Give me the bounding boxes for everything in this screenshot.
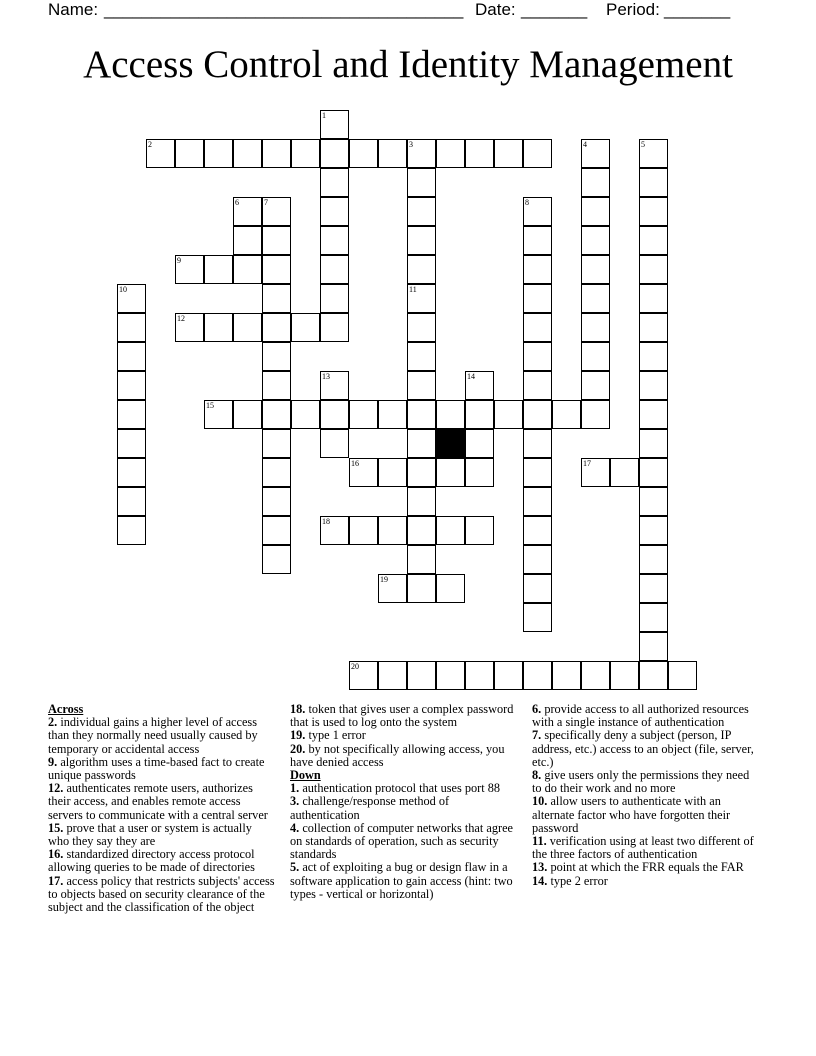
- crossword-cell[interactable]: [378, 516, 407, 545]
- crossword-cell[interactable]: [233, 226, 262, 255]
- crossword-cell[interactable]: [349, 139, 378, 168]
- crossword-cell[interactable]: [378, 458, 407, 487]
- date-label: Date:: [475, 0, 516, 19]
- clue-number: 10: [119, 285, 127, 294]
- crossword-cell[interactable]: [233, 313, 262, 342]
- crossword-cell[interactable]: [262, 429, 291, 458]
- crossword-cell[interactable]: [639, 255, 668, 284]
- clue-number: 1: [322, 111, 326, 120]
- crossword-cell[interactable]: [262, 458, 291, 487]
- crossword-cell[interactable]: [204, 139, 233, 168]
- crossword-cell[interactable]: [639, 400, 668, 429]
- crossword-cell[interactable]: [639, 632, 668, 661]
- crossword-cell[interactable]: [581, 313, 610, 342]
- clue-down-5: 5. act of exploiting a bug or design flaw in a software application to gain access (hint: two types - vertical or horizontal): [290, 860, 513, 901]
- crossword-cell[interactable]: [349, 516, 378, 545]
- crossword-cell[interactable]: [117, 313, 146, 342]
- crossword-cell[interactable]: [320, 168, 349, 197]
- crossword-cell[interactable]: [407, 516, 436, 545]
- crossword-cell[interactable]: [175, 255, 204, 284]
- crossword-cell[interactable]: [523, 342, 552, 371]
- crossword-cell[interactable]: [523, 400, 552, 429]
- crossword-cell[interactable]: [407, 400, 436, 429]
- crossword-cell[interactable]: [639, 342, 668, 371]
- crossword-cell[interactable]: [407, 371, 436, 400]
- crossword-cell[interactable]: [407, 226, 436, 255]
- crossword-cell[interactable]: [407, 313, 436, 342]
- crossword-cell[interactable]: [436, 139, 465, 168]
- clue-across-9: 9. algorithm uses a time-based fact to create unique passwords: [48, 754, 265, 783]
- crossword-cell[interactable]: [407, 168, 436, 197]
- crossword-cell[interactable]: [320, 516, 349, 545]
- clue-number: 6: [235, 198, 239, 207]
- crossword-cell[interactable]: [320, 313, 349, 342]
- crossword-cell[interactable]: [610, 458, 639, 487]
- crossword-cell[interactable]: [639, 516, 668, 545]
- clue-number: 11: [409, 285, 417, 294]
- crossword-cell[interactable]: [639, 284, 668, 313]
- crossword-cell[interactable]: [146, 139, 175, 168]
- crossword-cell[interactable]: [581, 661, 610, 690]
- crossword-cell[interactable]: [262, 487, 291, 516]
- clue-number: 19: [380, 575, 388, 584]
- clue-across-2: 2. individual gains a higher level of access than they normally need usually caused by temporary or accidental access: [48, 715, 258, 756]
- crossword-cell[interactable]: [639, 371, 668, 400]
- crossword-cell[interactable]: [233, 139, 262, 168]
- crossword-cell[interactable]: [320, 139, 349, 168]
- student-info-line: [48, 0, 768, 22]
- date-field[interactable]: _______: [521, 0, 588, 19]
- crossword-cell[interactable]: [117, 400, 146, 429]
- crossword-cell[interactable]: [349, 458, 378, 487]
- crossword-cell[interactable]: [407, 661, 436, 690]
- clue-number: 18: [322, 517, 330, 526]
- crossword-cell[interactable]: [204, 400, 233, 429]
- clue-number: 12: [177, 314, 185, 323]
- crossword-cell[interactable]: [523, 429, 552, 458]
- crossword-cell[interactable]: [407, 139, 436, 168]
- crossword-cell[interactable]: [581, 197, 610, 226]
- crossword-cell[interactable]: [262, 226, 291, 255]
- crossword-cell[interactable]: [523, 226, 552, 255]
- crossword-cell[interactable]: [320, 255, 349, 284]
- crossword-cell[interactable]: [465, 661, 494, 690]
- crossword-cell[interactable]: [262, 342, 291, 371]
- crossword-cell[interactable]: [233, 197, 262, 226]
- clue-across-18: 18. token that gives user a complex password that is used to log onto the system: [290, 702, 514, 730]
- crossword-cell[interactable]: [262, 313, 291, 342]
- clue-across-17: 17. access policy that restricts subjects' access to objects based on security clearance of the subject and the classification of the object: [48, 873, 275, 915]
- crossword-cell[interactable]: [117, 516, 146, 545]
- clue-across-16: 16. standardized directory access protocol allowing queries to be made of directories: [48, 847, 255, 875]
- clue-down-13: 13. point at which the FRR equals the FAR: [532, 860, 744, 875]
- crossword-cell[interactable]: [320, 371, 349, 400]
- crossword-cell[interactable]: [465, 516, 494, 545]
- crossword-cell[interactable]: [523, 139, 552, 168]
- clues-column-1: [48, 703, 276, 914]
- crossword-cell[interactable]: [581, 226, 610, 255]
- clue-number: 15: [206, 401, 214, 410]
- crossword-cell[interactable]: [639, 226, 668, 255]
- clue-down-11: 11. verification using at least two different of the three factors of authentication: [532, 834, 754, 862]
- clue-number: 14: [467, 372, 475, 381]
- crossword-cell[interactable]: [552, 400, 581, 429]
- crossword-cell[interactable]: [523, 284, 552, 313]
- clues-column-2: [290, 703, 515, 901]
- crossword-cell[interactable]: [639, 574, 668, 603]
- crossword-cell[interactable]: [204, 313, 233, 342]
- period-label: Period:: [606, 0, 660, 19]
- crossword-cell[interactable]: [407, 574, 436, 603]
- crossword-cell[interactable]: [552, 661, 581, 690]
- crossword-cell[interactable]: [407, 255, 436, 284]
- crossword-cell[interactable]: [204, 255, 233, 284]
- clue-down-8: 8. give users only the permissions they need to do their work and no more: [532, 768, 750, 796]
- clue-number: 3: [409, 140, 413, 149]
- clue-number: 4: [583, 140, 587, 149]
- crossword-cell[interactable]: [581, 342, 610, 371]
- crossword-cell[interactable]: [407, 487, 436, 516]
- crossword-cell[interactable]: [523, 371, 552, 400]
- crossword-cell[interactable]: [581, 400, 610, 429]
- crossword-cell[interactable]: [436, 516, 465, 545]
- crossword-cell[interactable]: [436, 574, 465, 603]
- clue-number: 7: [264, 198, 268, 207]
- clue-down-14: 14. type 2 error: [532, 873, 608, 888]
- crossword-cell[interactable]: [320, 110, 349, 139]
- crossword-cell[interactable]: [494, 139, 523, 168]
- crossword-cell[interactable]: [320, 226, 349, 255]
- clue-across-15: 15. prove that a user or system is actually who they say they are: [48, 820, 252, 849]
- crossword-cell[interactable]: [639, 197, 668, 226]
- crossword-cell[interactable]: [523, 545, 552, 574]
- crossword-cell[interactable]: [117, 487, 146, 516]
- crossword-cell[interactable]: [262, 400, 291, 429]
- clue-across-12: 12. authenticates remote users, authorizes their access, and enables remote access servers to communicate with a central server: [48, 781, 268, 822]
- crossword-cell[interactable]: [117, 342, 146, 371]
- crossword-cell[interactable]: [465, 371, 494, 400]
- crossword-cell[interactable]: [262, 516, 291, 545]
- clue-number: 5: [641, 140, 645, 149]
- crossword-cell[interactable]: [349, 400, 378, 429]
- crossword-cell[interactable]: [523, 313, 552, 342]
- crossword-cell[interactable]: [523, 574, 552, 603]
- crossword-cell[interactable]: [581, 458, 610, 487]
- crossword-cell[interactable]: [639, 545, 668, 574]
- crossword-cell[interactable]: [639, 168, 668, 197]
- crossword-cell[interactable]: [465, 429, 494, 458]
- crossword-cell[interactable]: [233, 255, 262, 284]
- crossword-cell[interactable]: [117, 284, 146, 313]
- crossword-cell[interactable]: [668, 661, 697, 690]
- crossword-cell[interactable]: [523, 516, 552, 545]
- crossword-cell[interactable]: [465, 400, 494, 429]
- crossword-cell[interactable]: [407, 458, 436, 487]
- crossword-cell[interactable]: [436, 400, 465, 429]
- crossword-cell[interactable]: [581, 284, 610, 313]
- crossword-cell[interactable]: [262, 255, 291, 284]
- crossword-cell[interactable]: [378, 139, 407, 168]
- page-title: Access Control and Identity Management: [83, 43, 733, 86]
- crossword-cell[interactable]: [320, 400, 349, 429]
- crossword-cell[interactable]: [523, 197, 552, 226]
- name-field[interactable]: ______________________________________: [104, 0, 464, 19]
- clue-number: 16: [351, 459, 359, 468]
- crossword-cell[interactable]: [407, 197, 436, 226]
- crossword-cell[interactable]: [581, 255, 610, 284]
- crossword-cell[interactable]: [436, 458, 465, 487]
- clues-column-3: [532, 703, 757, 888]
- clue-down-4: 4. collection of computer networks that agree on standards of operation, such as security standards: [290, 820, 513, 862]
- crossword-cell[interactable]: [262, 284, 291, 313]
- clue-down-3: 3. challenge/response method of authentication: [290, 794, 450, 822]
- clue-number: 8: [525, 198, 529, 207]
- crossword-cell[interactable]: [436, 661, 465, 690]
- crossword-cell[interactable]: [523, 661, 552, 690]
- period-field[interactable]: _______: [664, 0, 731, 19]
- clue-down-1: 1. authentication protocol that uses port 88: [290, 781, 501, 796]
- crossword-cell[interactable]: [494, 661, 523, 690]
- crossword-cell[interactable]: [465, 458, 494, 487]
- crossword-cell[interactable]: [378, 400, 407, 429]
- clue-down-6: 6. provide access to all authorized resources with a single instance of authentication: [532, 702, 749, 730]
- crossword-cell[interactable]: [262, 139, 291, 168]
- crossword-cell[interactable]: [465, 139, 494, 168]
- crossword-cell[interactable]: [639, 139, 668, 168]
- crossword-cell[interactable]: [378, 661, 407, 690]
- crossword-cell[interactable]: [523, 487, 552, 516]
- crossword-cell[interactable]: [117, 458, 146, 487]
- crossword-cell[interactable]: [175, 139, 204, 168]
- clue-number: 20: [351, 662, 359, 671]
- crossword-cell[interactable]: [494, 400, 523, 429]
- crossword-cell[interactable]: [407, 284, 436, 313]
- crossword-cell[interactable]: [523, 255, 552, 284]
- crossword-cell[interactable]: [291, 139, 320, 168]
- crossword-cell[interactable]: [117, 429, 146, 458]
- crossword-cell[interactable]: [407, 429, 436, 458]
- clue-number: 13: [322, 372, 330, 381]
- crossword-cell[interactable]: [639, 313, 668, 342]
- crossword-cell[interactable]: [581, 139, 610, 168]
- crossword-cell[interactable]: [407, 342, 436, 371]
- name-label: Name:: [48, 0, 99, 19]
- clue-number: 2: [148, 140, 152, 149]
- crossword-cell[interactable]: [320, 284, 349, 313]
- crossword-cell[interactable]: [639, 661, 668, 690]
- crossword-cell[interactable]: [320, 197, 349, 226]
- crossword-cell[interactable]: [407, 545, 436, 574]
- crossword-cell[interactable]: [523, 458, 552, 487]
- crossword-cell[interactable]: [639, 603, 668, 632]
- clue-across-20: 20. by not specifically allowing access, you have denied access: [290, 741, 505, 769]
- crossword-cell[interactable]: [262, 545, 291, 574]
- black-cell: [436, 429, 465, 458]
- crossword-cell[interactable]: [610, 661, 639, 690]
- crossword-cell[interactable]: [233, 400, 262, 429]
- crossword-cell[interactable]: [639, 487, 668, 516]
- across-heading: Across: [48, 702, 84, 716]
- crossword-cell[interactable]: [262, 371, 291, 400]
- clue-down-7: 7. specifically deny a subject (person, IP address, etc.) access to an object (file, server, etc.): [532, 728, 754, 769]
- crossword-cell[interactable]: [175, 313, 204, 342]
- crossword-cell[interactable]: [117, 371, 146, 400]
- crossword-cell[interactable]: [581, 168, 610, 197]
- crossword-cell[interactable]: [262, 197, 291, 226]
- crossword-cell[interactable]: [581, 371, 610, 400]
- crossword-cell[interactable]: [349, 661, 378, 690]
- crossword-cell[interactable]: [320, 429, 349, 458]
- crossword-cell[interactable]: [523, 603, 552, 632]
- crossword-cell[interactable]: [639, 429, 668, 458]
- down-heading: Down: [290, 768, 321, 783]
- crossword-cell[interactable]: [291, 313, 320, 342]
- crossword-cell[interactable]: [378, 574, 407, 603]
- crossword-cell[interactable]: [291, 400, 320, 429]
- clue-number: 9: [177, 256, 181, 265]
- crossword-cell[interactable]: [639, 458, 668, 487]
- clue-number: 17: [583, 459, 591, 468]
- clue-down-10: 10. allow users to authenticate with an alternate factor who have forgotten their password: [532, 794, 731, 835]
- clue-across-19: 19. type 1 error: [290, 728, 366, 743]
